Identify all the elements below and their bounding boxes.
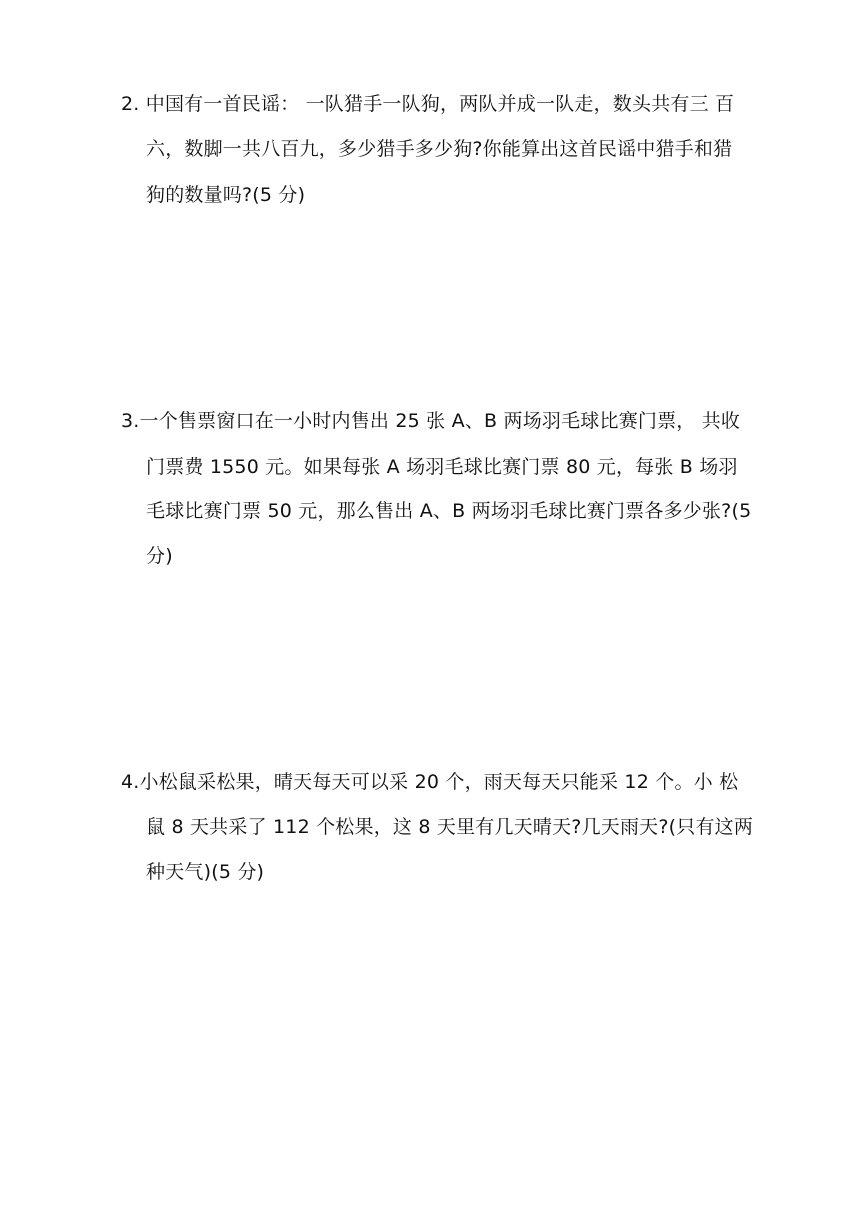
question-4-line-1: 4.小松鼠采松果，晴天每天可以采 20 个，雨天每天只能采 12 个。小 松 [121,771,739,793]
question-4-line-3: 种天气)(5 分) [146,861,265,883]
question-3-line-1: 3.一个售票窗口在一小时内售出 25 张 A、B 两场羽毛球比赛门票， 共收 [121,410,741,432]
question-3-line-2: 门票费 1550 元。如果每张 A 场羽毛球比赛门票 80 元，每张 B 场羽 [146,456,738,478]
question-3-line-3: 毛球比赛门票 50 元，那么售出 A、B 两场羽毛球比赛门票各多少张?(5 [146,500,752,522]
question-2-line-3: 狗的数量吗?(5 分) [146,184,306,206]
question-4-line-2: 鼠 8 天共采了 112 个松果，这 8 天里有几天晴天?几天雨天?(只有这两 [146,816,754,838]
question-2-line-1: 2. 中国有一首民谣： 一队猎手一队狗，两队并成一队走，数头共有三 百 [121,93,735,115]
question-3-line-4: 分) [146,545,173,567]
question-2-line-2: 六，数脚一共八百九，多少猎手多少狗?你能算出这首民谣中猎手和猎 [146,138,733,160]
